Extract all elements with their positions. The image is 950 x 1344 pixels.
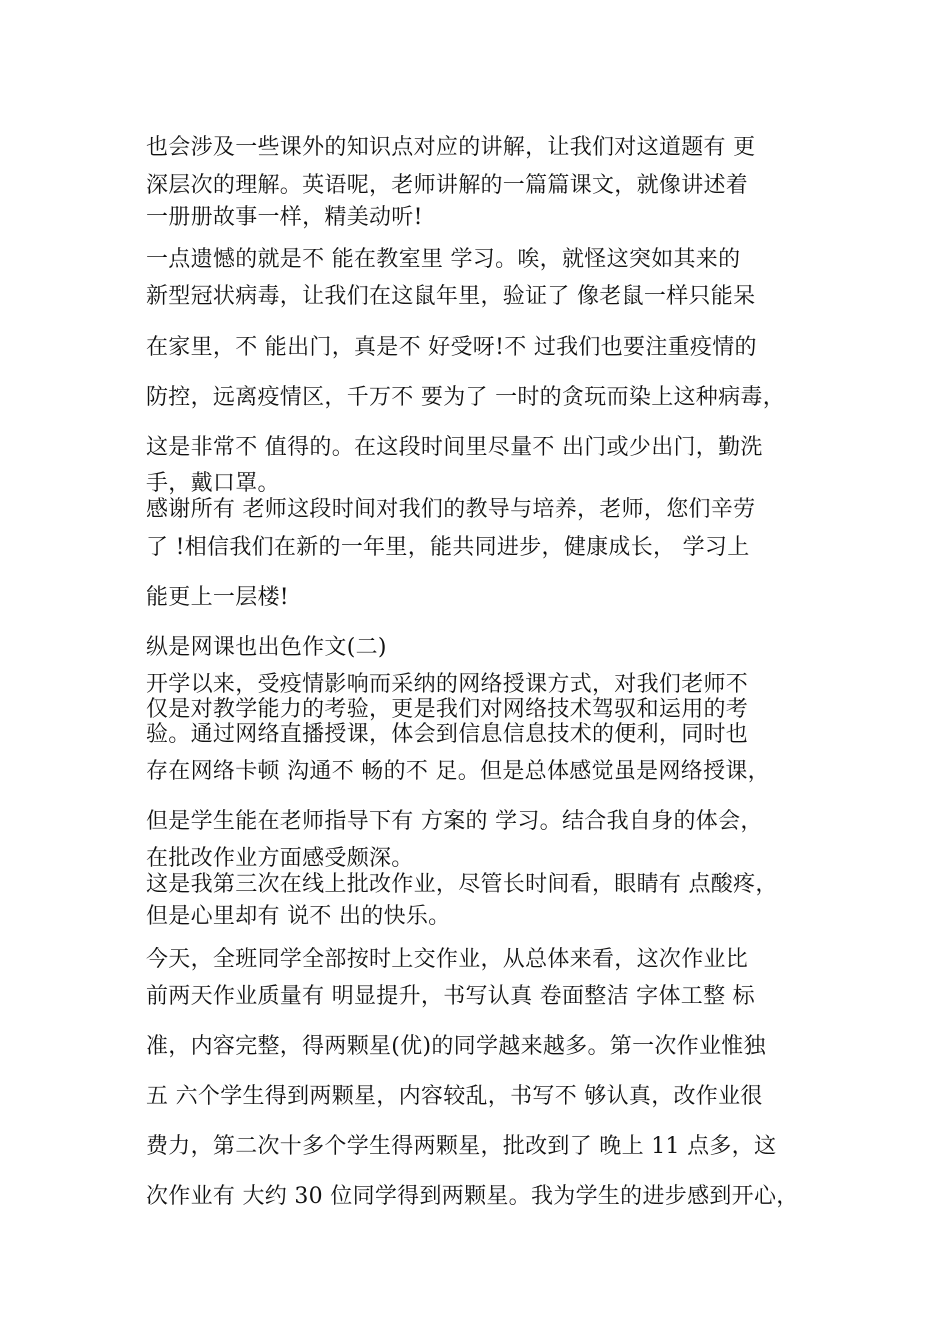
text-line: 准，内容完整，得两颗星(优)的同学越来越多。第一次作业惟独 [146,1034,766,1059]
text-line: 这是我第三次在线上批改作业，尽管长时间看，眼睛有 点酸疼， [146,872,778,897]
text-line: 防控，远离疫情区，千万不 要为了 一时的贪玩而染上这种病毒， [146,385,785,410]
section-heading: 纵是网课也出色作文(二) [146,635,387,660]
text-line: 仅是对教学能力的考验，更是我们对网络技术驾驭和运用的考 [146,697,749,722]
text-line: 前两天作业质量有 明显提升，书写认真 卷面整洁 字体工整 标 [146,984,755,1009]
text-line: 验。通过网络直播授课，体会到信息信息技术的便利，同时也 [146,722,749,747]
text-line: 开学以来，受疫情影响而采纳的网络授课方式，对我们老师不 [146,672,749,697]
text-line: 手，戴口罩。 [146,471,280,496]
text-line: 一点遗憾的就是不 能在教室里 学习。唉，就怪这突如其来的 [146,247,741,272]
text-line: 这是非常不 值得的。在这段时间里尽量不 出门或少出门，勤洗 [146,435,763,460]
text-line: 也会涉及一些课外的知识点对应的讲解，让我们对这道题有 更 [146,135,756,160]
text-line: 感谢所有 老师这段时间对我们的教导与培养，老师，您们辛劳 [146,497,756,522]
text-line: 但是学生能在老师指导下有 方案的 学习。结合我自身的体会， [146,809,763,834]
text-line: 能更上一层楼! [146,585,289,610]
text-line: 但是心里却有 说不 出的快乐。 [146,904,451,929]
text-line: 在家里，不 能出门，真是不 好受呀!不 过我们也要注重疫情的 [146,335,757,360]
text-line: 在批改作业方面感受颇深。 [146,846,414,871]
text-line: 今天，全班同学全部按时上交作业，从总体来看，这次作业比 [146,947,749,972]
text-line: 次作业有 大约 30 位同学得到两颗星。我为学生的进步感到开心， [146,1184,799,1209]
text-line: 深层次的理解。英语呢，老师讲解的一篇篇课文，就像讲述着 [146,173,749,198]
text-line: 一册册故事一样，精美动听! [146,205,423,230]
text-line: 五 六个学生得到两颗星，内容较乱，书写不 够认真，改作业很 [146,1084,763,1109]
text-line: 存在网络卡顿 沟通不 畅的不 足。但是总体感觉虽是网络授课， [146,759,770,784]
text-line: 新型冠状病毒，让我们在这鼠年里，验证了 像老鼠一样只能呆 [146,284,756,309]
text-line: 费力，第二次十多个学生得两颗星，批改到了 晚上 11 点多，这 [146,1134,777,1159]
text-line: 了 !相信我们在新的一年里，能共同进步，健康成长， 学习上 [146,535,750,560]
